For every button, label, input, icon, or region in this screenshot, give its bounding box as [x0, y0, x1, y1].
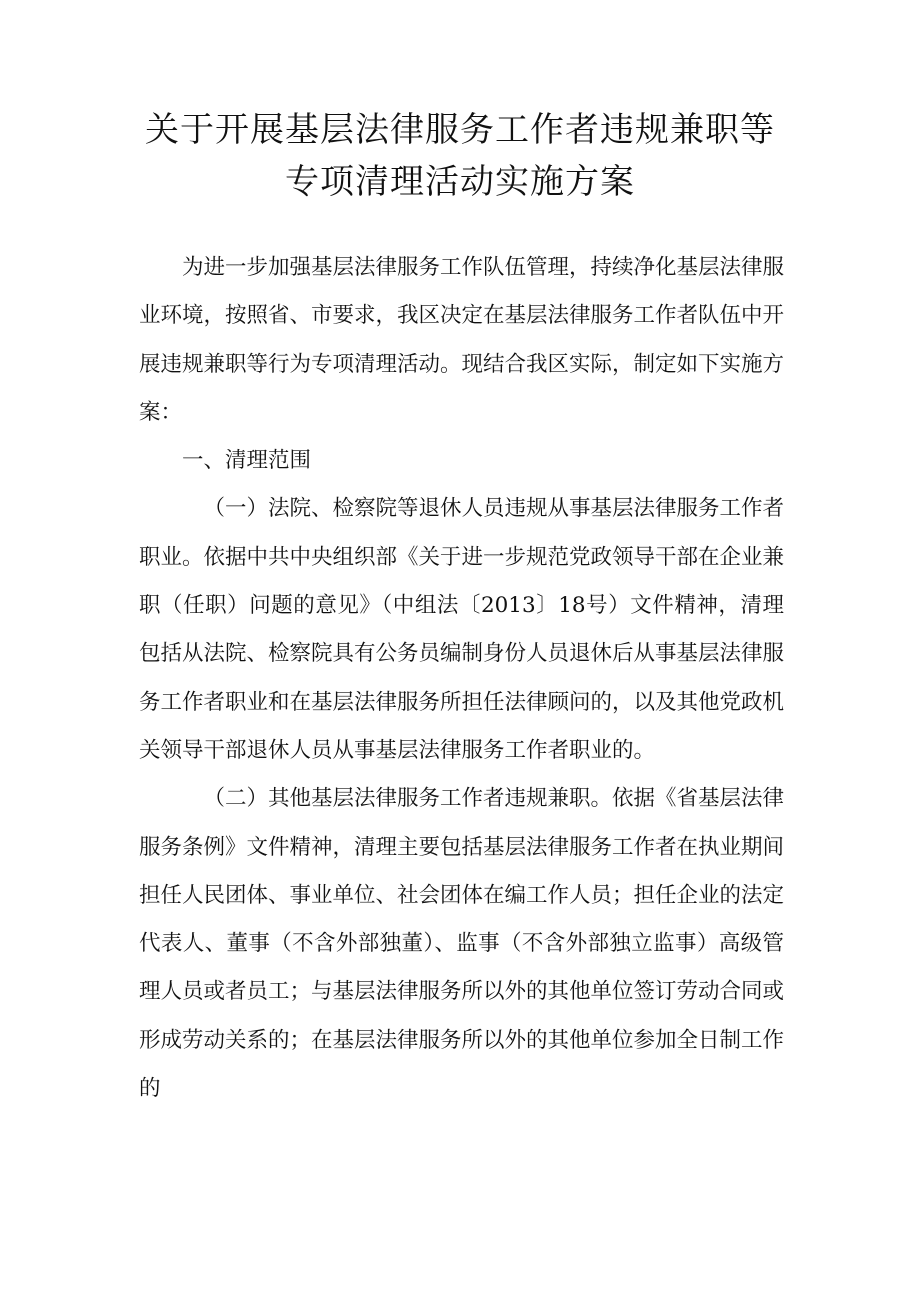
title-line-2: 专项清理活动实施方案 [285, 162, 635, 202]
intro-paragraph: 为进一步加强基层法律服务工作队伍管理，持续净化基层法律服业环境，按照省、市要求，我区决定在基层法律服务工作者队伍中开展违规兼职等行为专项清理活动。现结合我区实际，制定如下实施方案： [139, 255, 785, 425]
section-heading-scope: 一、清理范围 [182, 448, 312, 474]
document-title [120, 104, 800, 208]
title-line-1: 关于开展基层法律服务工作者违规兼职等 [145, 110, 775, 150]
document-body [139, 244, 784, 1113]
scope-item-2: （二）其他基层法律服务工作者违规兼职。依据《省基层法律服务条例》文件精神，清理主要包括基层法律服务工作者在执业期间担任人民团体、事业单位、社会团体在编工作人员；担任企业的法定代表人、董事（不含外部独董）、监事（不含外部独立监事）高级管理人员或者员工；与基层法律服务所以外的其他单位签订劳动合同或形成劳动关系的；在基层法律服务所以外的其他单位参加全日制工作的 [139, 786, 785, 1102]
scope-item-1: （一）法院、检察院等退休人员违规从事基层法律服务工作者职业。依据中共中央组织部《关于进一步规范党政领导干部在企业兼职（任职）问题的意见》（中组法〔2013〕18号）文件精神，清理包括从法院、检察院具有公务员编制身份人员退休后从事基层法律服务工作者职业和在基层法律服务所担任法律顾问的，以及其他党政机关领导干部退休人员从事基层法律服务工作者职业的。 [139, 496, 785, 763]
